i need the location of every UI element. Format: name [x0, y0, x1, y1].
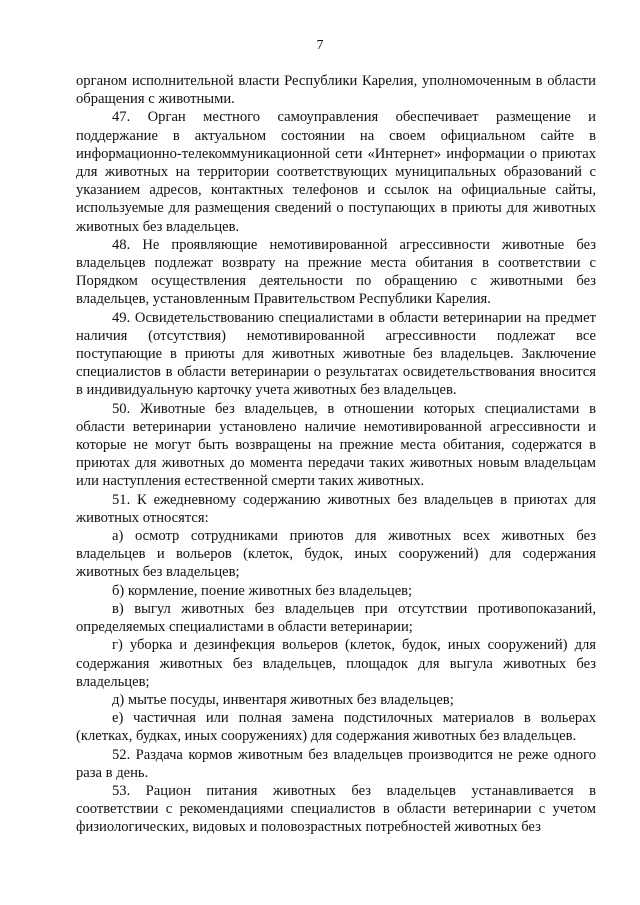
- list-item-g: г) уборка и дезинфекция вольеров (клеток, будок, иных сооружений) для содержания животных без владельцев, площадок для выгула животных без владельцев;: [76, 637, 596, 690]
- paragraph-49: 49. Освидетельствованию специалистами в области ветеринарии на предмет наличия (отсутствия) немотивированной агрессивности подлежат все поступающие в приюты для животных животные без владельцев. Заключение специалистов в области ветеринарии о результатах освидетельствования вносится в индивидуальную карточку учета животных без владельцев.: [76, 309, 596, 399]
- list-item-v: в) выгул животных без владельцев при отсутствии противопоказаний, определяемых специалистами в области ветеринарии;: [76, 600, 596, 636]
- paragraph-continuation: органом исполнительной власти Республики Карелия, уполномоченным в области обращения с животными.: [76, 73, 596, 108]
- paragraph-50: 50. Животные без владельцев, в отношении которых специалистами в области ветеринарии установлено наличие немотивированной агрессивности и которые не могут быть возвращены на прежние места обитания, содержатся в приютах для животных до момента передачи таких животных новым владельцам или наступления естественной смерти таких животных.: [76, 400, 596, 490]
- paragraph-52: 52. Раздача кормов животным без владельцев производится не реже одного раза в день.: [76, 746, 596, 781]
- paragraph-47: 47. Орган местного самоуправления обеспечивает размещение и поддержание в актуальном состоянии на своем официальном сайте в информационно-телекоммуникационной сети «Интернет» информации о приютах для животных на территории соответствующих муниципальных образований с указанием адресов, контактных телефонов и ссылок на официальные сайты, используемые для размещения сведений о поступающих в приюты для животных животных без владельцев.: [76, 109, 596, 235]
- list-item-e: е) частичная или полная замена подстилочных материалов в вольерах (клетках, будках, иных сооружениях) для содержания животных без владельцев.: [76, 710, 596, 745]
- list-item-a: а) осмотр сотрудниками приютов для животных всех животных без владельцев и вольеров (клеток, будок, иных сооружений) для содержания животных без владельцев;: [76, 528, 596, 581]
- paragraph-53: 53. Рацион питания животных без владельцев устанавливается в соответствии с рекомендациями специалистов в области ветеринарии с учетом физиологических, видовых и половозрастных потребностей животных без: [76, 782, 596, 836]
- paragraph-51: 51. К ежедневному содержанию животных без владельцев в приютах для животных относятся:: [76, 491, 596, 526]
- page-number: 7: [316, 38, 324, 53]
- list-item-d: д) мытье посуды, инвентаря животных без владельцев;: [112, 691, 454, 708]
- paragraph-48: 48. Не проявляющие немотивированной агрессивности животные без владельцев подлежат возврату на прежние места обитания в соответствии с Порядком осуществления деятельности по обращению с животными без владельцев, установленным Правительством Республики Карелия.: [76, 236, 596, 308]
- document-body: [76, 72, 596, 837]
- list-item-b: б) кормление, поение животных без владельцев;: [112, 582, 413, 599]
